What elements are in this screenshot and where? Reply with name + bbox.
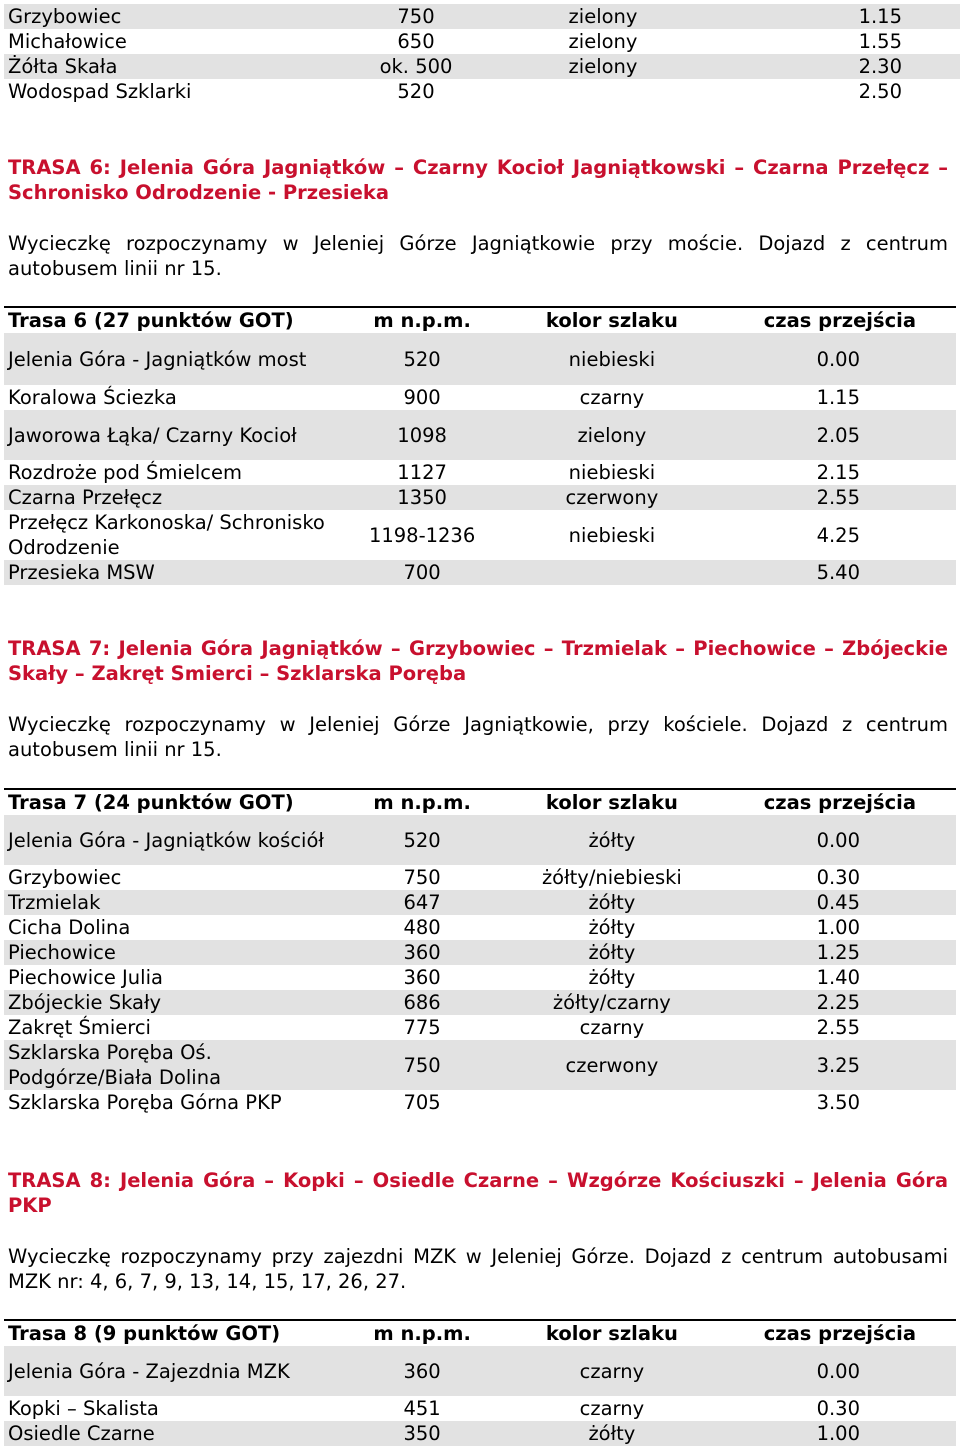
- walk-time: 5.40: [718, 560, 956, 585]
- route-6-table: [4, 306, 956, 585]
- route-6-description: Wycieczkę rozpoczynamy w Jeleniej Górze Jagniątkowie przy moście. Dojazd z centrum autobusem linii nr 15.: [8, 232, 948, 280]
- point-name: Trzmielak: [4, 890, 339, 915]
- trail-color: czarny: [579, 386, 645, 409]
- table-row: [4, 4, 960, 29]
- trail-color: żółty: [501, 890, 718, 915]
- walk-time: 1.40: [816, 966, 860, 989]
- route-8-table: [4, 1319, 956, 1446]
- route-8-description: Wycieczkę rozpoczynamy przy zajezdni MZK w Jeleniej Górze. Dojazd z centrum autobusami MZK nr: 4, 6, 7, 9, 13, 14, 15, 17, 26, 27.: [8, 1245, 948, 1293]
- walk-time: 2.15: [816, 461, 860, 484]
- point-name: Przesieka MSW: [4, 560, 339, 585]
- point-name: Cicha Dolina: [8, 916, 131, 939]
- point-name: Jelenia Góra - Jagniątków most: [4, 333, 339, 385]
- table-row: [4, 1015, 956, 1040]
- point-elevation: 900: [403, 386, 441, 409]
- table-row: [4, 865, 956, 890]
- point-elevation: 1098: [339, 410, 501, 460]
- trail-color: [494, 79, 708, 104]
- walk-time: 3.25: [718, 1040, 956, 1090]
- route-7-title: TRASA 7: Jelenia Góra Jagniątków – Grzybowiec – Trzmielak – Piechowice – Zbójeckie Skały – Zakręt Smierci – Szklarska Poręba: [8, 637, 948, 685]
- walk-time: 3.50: [816, 1091, 860, 1114]
- point-name: Grzybowiec: [8, 866, 122, 889]
- table-row: [4, 560, 956, 585]
- walk-time: 0.45: [718, 890, 956, 915]
- point-name: Jelenia Góra - Zajezdnia MZK: [4, 1346, 339, 1396]
- table-row: [4, 510, 956, 560]
- table-row: [4, 54, 960, 79]
- point-name: Jelenia Góra - Jagniątków kościół: [4, 815, 339, 865]
- table-row: [4, 385, 956, 410]
- table-row: [4, 965, 956, 990]
- point-name: Michałowice: [8, 30, 127, 53]
- header-route: Trasa 8 (9 punktów GOT): [4, 1320, 339, 1346]
- point-name: Piechowice Julia: [8, 966, 163, 989]
- walk-time: 2.55: [718, 485, 956, 510]
- table-header-row: [4, 1320, 956, 1346]
- walk-time: 1.00: [718, 1421, 956, 1446]
- point-elevation: 705: [403, 1091, 441, 1114]
- trail-color: żółty: [501, 1421, 718, 1446]
- table-row: [4, 460, 956, 485]
- walk-time: 1.55: [858, 30, 902, 53]
- trail-color: niebieski: [501, 333, 718, 385]
- point-elevation: 360: [339, 1346, 501, 1396]
- trail-color: żółty: [588, 916, 636, 939]
- point-name: Grzybowiec: [4, 4, 334, 29]
- point-name: Szklarska Poręba Górna PKP: [8, 1091, 282, 1114]
- top-route-table: [4, 4, 960, 104]
- header-route: Trasa 7 (24 punktów GOT): [4, 789, 339, 815]
- trail-color: niebieski: [568, 523, 656, 547]
- point-name: Zakręt Śmierci: [8, 1016, 151, 1039]
- trail-color: czarny: [501, 1346, 718, 1396]
- point-elevation: 360: [339, 940, 501, 965]
- point-name: Osiedle Czarne: [4, 1421, 339, 1446]
- table-row: [4, 1421, 956, 1446]
- trail-color: czarny: [579, 1397, 645, 1420]
- trail-color: czerwony: [501, 1040, 718, 1090]
- walk-time: 0.00: [718, 1346, 956, 1396]
- walk-time: 0.30: [816, 1397, 860, 1420]
- point-name: Żółta Skała: [4, 54, 334, 79]
- point-elevation: 1198-1236: [368, 523, 476, 547]
- point-elevation: 520: [397, 80, 435, 103]
- walk-time: 2.30: [708, 54, 960, 79]
- walk-time: 4.25: [816, 523, 860, 547]
- table-row: [4, 485, 956, 510]
- route-7-rows: [4, 789, 956, 1115]
- table-header-row: [4, 307, 956, 333]
- point-elevation: 480: [403, 916, 441, 939]
- walk-time: 1.15: [816, 386, 860, 409]
- trail-color: niebieski: [568, 461, 656, 484]
- route-8-rows: [4, 1320, 956, 1446]
- walk-time: 1.25: [718, 940, 956, 965]
- point-elevation: 520: [339, 333, 501, 385]
- header-walk-time: czas przejścia: [718, 307, 956, 333]
- trail-color: zielony: [568, 30, 638, 53]
- walk-time: 2.50: [858, 80, 902, 103]
- point-name: Koralowa Ściezka: [8, 386, 177, 409]
- walk-time: 0.00: [718, 815, 956, 865]
- trail-color: żółty/czarny: [501, 990, 718, 1015]
- table-row: [4, 940, 956, 965]
- header-elevation: m n.p.m.: [339, 789, 501, 815]
- point-elevation: 1127: [397, 461, 447, 484]
- walk-time: 1.15: [708, 4, 960, 29]
- trail-color: zielony: [494, 54, 708, 79]
- point-elevation: ok. 500: [334, 54, 494, 79]
- table-row: [4, 1396, 956, 1421]
- table-row: [4, 1346, 956, 1396]
- table-row: [4, 990, 956, 1015]
- point-elevation: 750: [403, 866, 441, 889]
- point-elevation: 775: [403, 1016, 441, 1039]
- point-elevation: 647: [339, 890, 501, 915]
- point-elevation: 451: [403, 1397, 441, 1420]
- route-6-title: TRASA 6: Jelenia Góra Jagniątków – Czarny Kocioł Jagniątkowski – Czarna Przełęcz – Schronisko Odrodzenie - Przesieka: [8, 156, 948, 204]
- table-row: [4, 815, 956, 865]
- top-route-rows: [4, 4, 960, 104]
- point-elevation: 750: [334, 4, 494, 29]
- trail-color: żółty: [501, 940, 718, 965]
- walk-time: 1.00: [816, 916, 860, 939]
- point-elevation: 350: [339, 1421, 501, 1446]
- table-row: [4, 915, 956, 940]
- trail-color: żółty: [588, 966, 636, 989]
- walk-time: 2.05: [718, 410, 956, 460]
- walk-time: 2.55: [816, 1016, 860, 1039]
- header-elevation: m n.p.m.: [339, 307, 501, 333]
- header-trail-color: kolor szlaku: [501, 789, 718, 815]
- point-name: Wodospad Szklarki: [8, 80, 192, 103]
- header-trail-color: kolor szlaku: [501, 307, 718, 333]
- point-name: Rozdroże pod Śmielcem: [8, 461, 242, 484]
- header-elevation: m n.p.m.: [339, 1320, 501, 1346]
- header-walk-time: czas przejścia: [718, 1320, 956, 1346]
- header-trail-color: kolor szlaku: [501, 1320, 718, 1346]
- point-elevation: 520: [339, 815, 501, 865]
- point-elevation: 686: [339, 990, 501, 1015]
- point-elevation: 650: [397, 30, 435, 53]
- table-row: [4, 333, 956, 385]
- trail-color: [501, 560, 718, 585]
- table-row: [4, 1090, 956, 1115]
- point-name: Czarna Przełęcz: [4, 485, 339, 510]
- point-elevation: 700: [339, 560, 501, 585]
- table-row: [4, 1040, 956, 1090]
- walk-time: 0.30: [816, 866, 860, 889]
- trail-color: zielony: [494, 4, 708, 29]
- table-row: [4, 79, 960, 104]
- point-name: Zbójeckie Skały: [4, 990, 339, 1015]
- trail-color: żółty: [501, 815, 718, 865]
- route-6-rows: [4, 307, 956, 585]
- walk-time: 2.25: [718, 990, 956, 1015]
- header-walk-time: czas przejścia: [718, 789, 956, 815]
- table-header-row: [4, 789, 956, 815]
- point-elevation: 360: [403, 966, 441, 989]
- point-name: Jaworowa Łąka/ Czarny Kocioł: [4, 410, 339, 460]
- point-elevation: 750: [339, 1040, 501, 1090]
- trail-color: zielony: [501, 410, 718, 460]
- point-elevation: 1350: [339, 485, 501, 510]
- point-name: Kopki – Skalista: [8, 1397, 159, 1420]
- point-name: Piechowice: [4, 940, 339, 965]
- route-7-table: [4, 788, 956, 1115]
- trail-color: czarny: [579, 1016, 645, 1039]
- trail-color: [501, 1090, 718, 1115]
- header-route: Trasa 6 (27 punktów GOT): [4, 307, 339, 333]
- trail-color: czerwony: [501, 485, 718, 510]
- walk-time: 0.00: [718, 333, 956, 385]
- trail-color: żółty/niebieski: [541, 866, 682, 889]
- route-8-title: TRASA 8: Jelenia Góra – Kopki – Osiedle Czarne – Wzgórze Kościuszki – Jelenia Góra PKP: [8, 1169, 948, 1217]
- table-row: [4, 890, 956, 915]
- table-row: [4, 410, 956, 460]
- point-name: Przełęcz Karkonoska/ Schronisko Odrodzenie: [8, 511, 325, 559]
- table-row: [4, 29, 960, 54]
- point-name: Szklarska Poręba Oś. Podgórze/Biała Dolina: [4, 1040, 339, 1090]
- route-7-description: Wycieczkę rozpoczynamy w Jeleniej Górze Jagniątkowie, przy kościele. Dojazd z centrum autobusem linii nr 15.: [8, 713, 948, 761]
